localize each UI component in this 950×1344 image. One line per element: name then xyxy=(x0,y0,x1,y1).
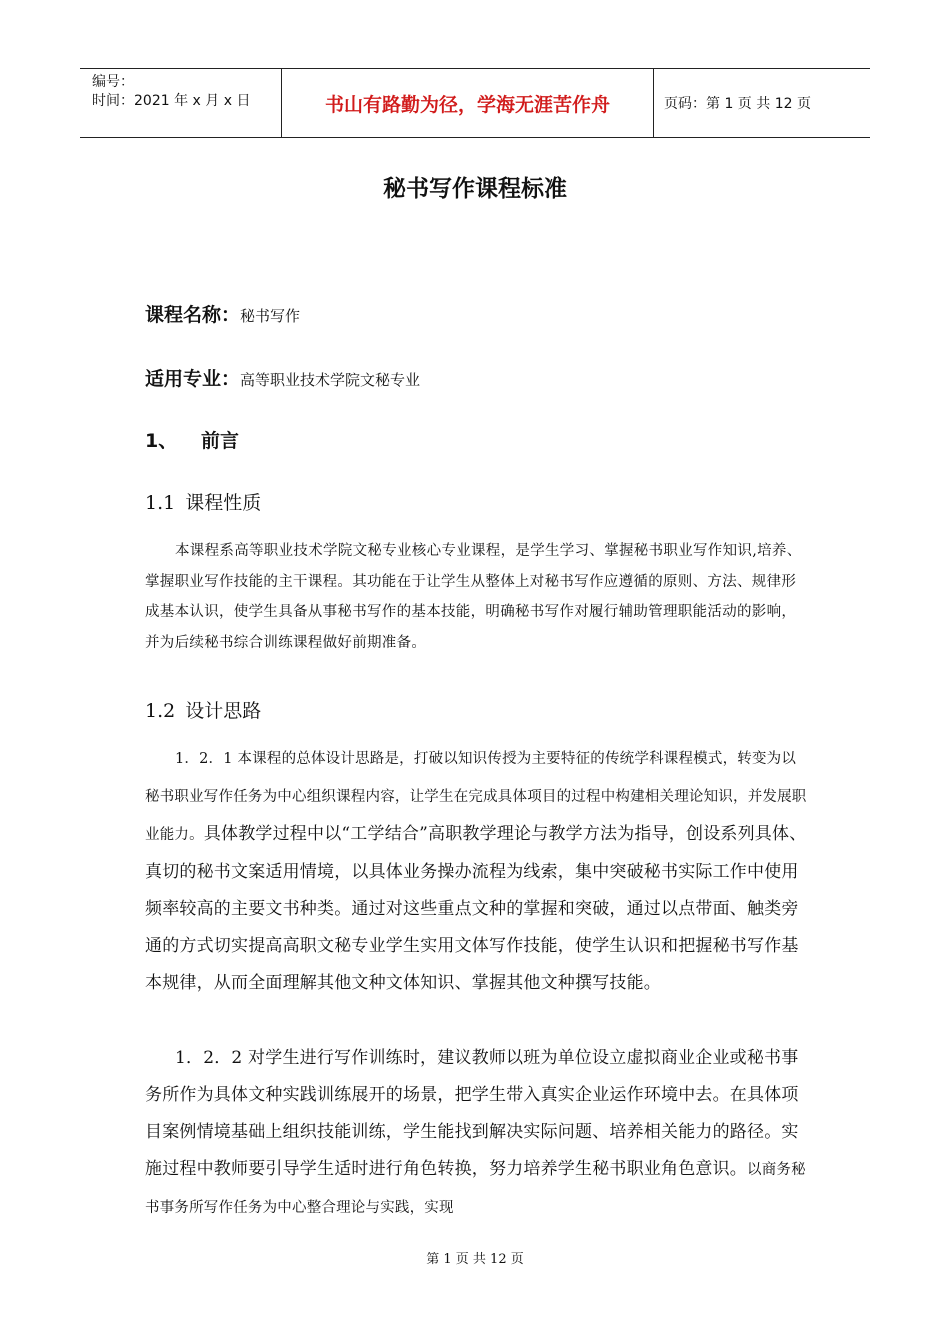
design-paragraph-2 xyxy=(145,1040,807,1227)
section-heading-1 xyxy=(145,426,239,453)
page-header xyxy=(80,68,870,138)
major-label: 适用专业： xyxy=(145,368,241,390)
section-number: 1.2 xyxy=(145,700,176,722)
course-name-row xyxy=(145,300,300,327)
section-title: 课程性质 xyxy=(185,492,262,514)
major-row xyxy=(145,364,420,391)
course-name-label: 课程名称： xyxy=(145,304,241,326)
header-meta xyxy=(80,69,282,137)
design-paragraph-1-body: 具体教学过程中以“工学结合”高职教学理论与教学方法为指导，创设系列具体、真切的秘书文案适用情境，以具体业务操办流程为线索，集中突破秘书实际工作中使用频率较高的主要文书种类。通过对这些重点文种的掌握和突破，通过以点带面、触类旁通的方式切实提高高职文秘专业学生实用文体写作技能，使学生认识和把握秘书写作基本规律，从而全面理解其他文种文体知识、掌握其他文种撰写技能。 xyxy=(145,824,807,993)
section-title: 设计思路 xyxy=(185,700,262,722)
page-footer: 第 1 页 共 12 页 xyxy=(426,1252,524,1267)
course-name-value: 秘书写作 xyxy=(240,307,301,325)
design-paragraph-1-lead: 1．2．1 本课程的总体设计思路是，打破以知识传授为主要特征的传统学科课程模式，转变为以秘书职业写作任务为中心组织课程内容，让学生在完成具体项目的过程中构建相关理论知识，并发展职业能力。 xyxy=(145,751,807,843)
time-label: 时间：2021 年 x 月 x 日 xyxy=(92,93,251,109)
section-number: 1.1 xyxy=(145,492,176,514)
document-title: 秘书写作课程标准 xyxy=(383,176,567,202)
section-heading-1-1 xyxy=(145,488,261,515)
number-label: 编号： xyxy=(92,74,134,90)
header-motto: 书山有路勤为径，学海无涯苦作舟 xyxy=(282,69,654,137)
design-paragraph-2-tail: 以商务秘书事务所写作任务为中心整合理论与实践，实现 xyxy=(145,1162,806,1216)
section-number: 1、 xyxy=(145,430,178,452)
major-value: 高等职业技术学院文秘专业 xyxy=(240,371,421,389)
header-page-info: 页码：第 1 页 共 12 页 xyxy=(664,96,811,112)
section-title: 前言 xyxy=(201,430,240,452)
section-heading-1-2 xyxy=(145,696,261,723)
design-paragraph-2-body: 1．2．2 对学生进行写作训练时，建议教师以班为单位设立虚拟商业企业或秘书事务所作为具体文种实践训练展开的场景，把学生带入真实企业运作环境中去。在具体项目案例情境基础上组织技能训练，学生能找到解决实际问题、培养相关能力的路径。实施过程中教师要引导学生适时进行角色转换，努力培养学生秘书职业角色意识。 xyxy=(145,1048,799,1179)
course-nature-paragraph: 本课程系高等职业技术学院文秘专业核心专业课程，是学生学习、掌握秘书职业写作知识,培养、掌握职业写作技能的主干课程。其功能在于让学生从整体上对秘书写作应遵循的原则、方法、规律形成基本认识，使学生具备从事秘书写作的基本技能，明确秘书写作对履行辅助管理职能活动的影响，并为后续秘书综合训练课程做好前期准备。 xyxy=(145,543,802,651)
design-paragraph-1 xyxy=(145,740,807,1002)
